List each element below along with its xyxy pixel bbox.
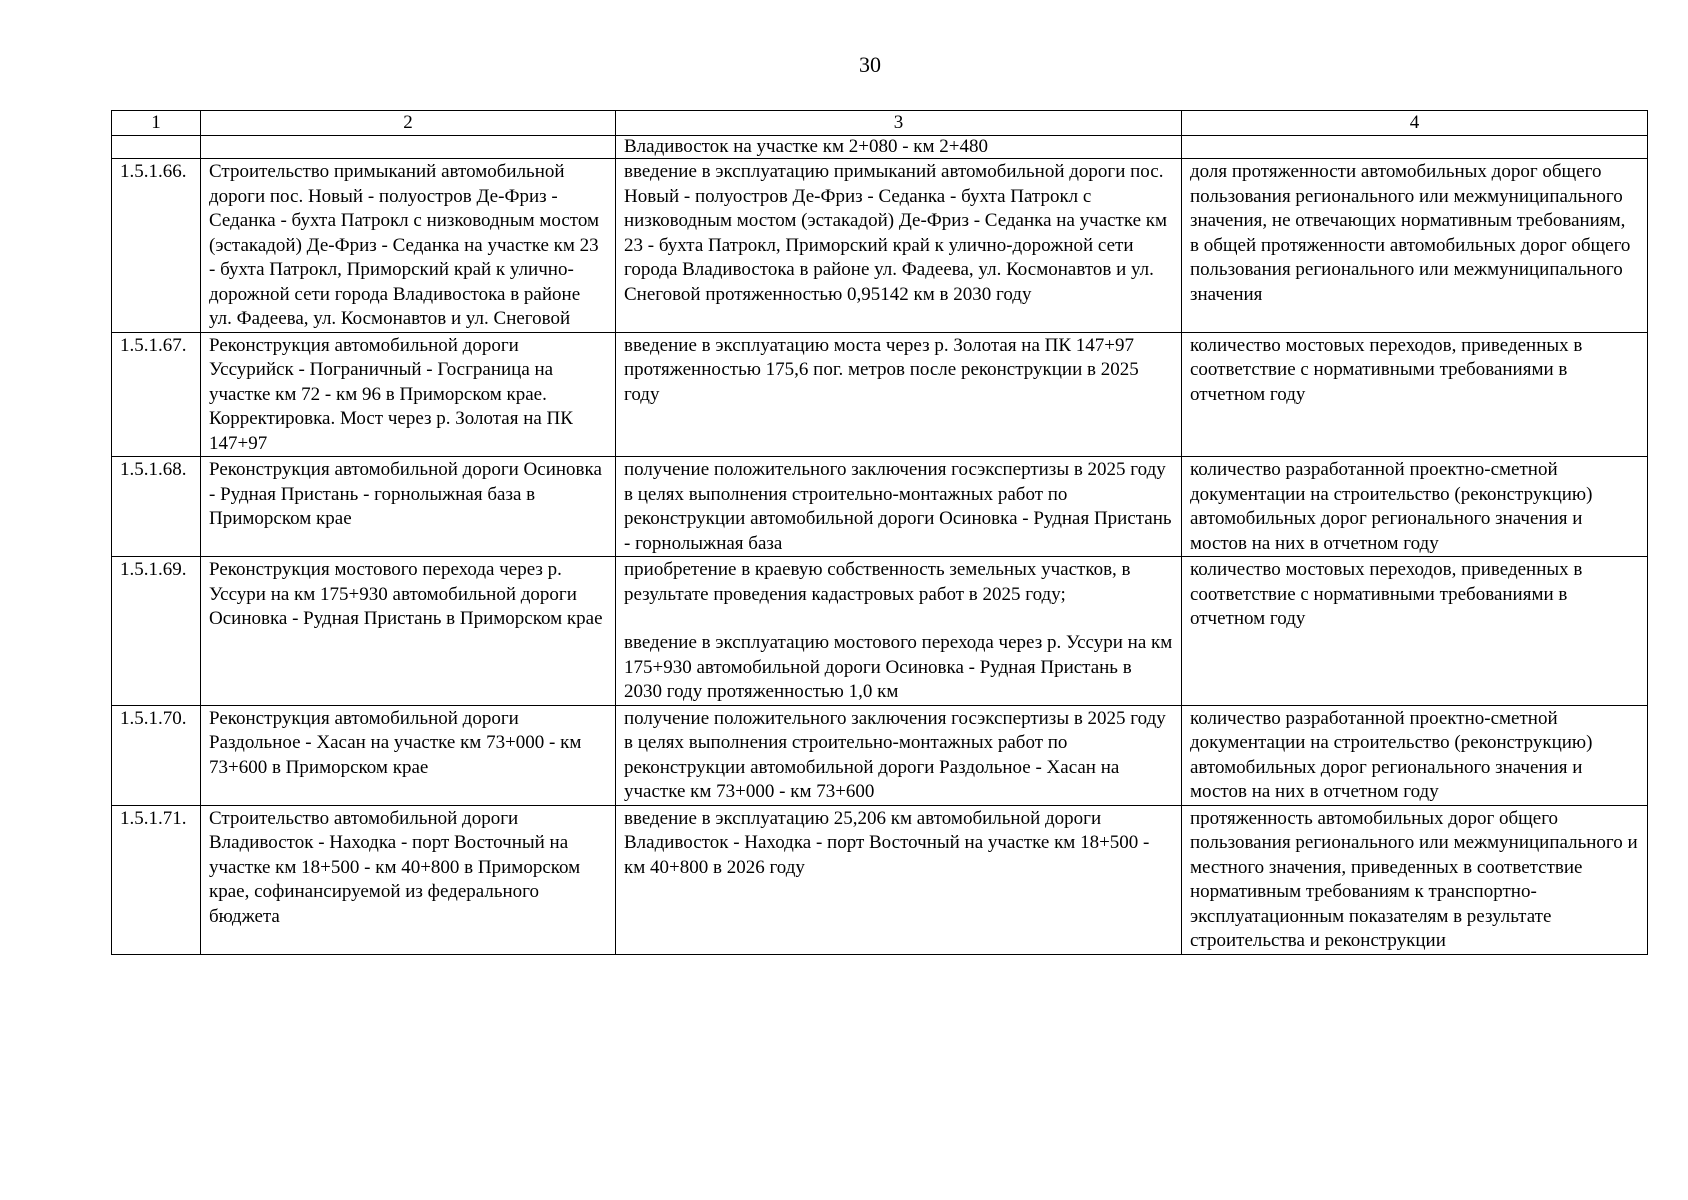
table-row	[112, 805, 1648, 954]
item-name: Реконструкция автомобильной дороги Раздольное - Хасан на участке км 73+000 - км 73+600 в Приморском крае	[201, 705, 616, 805]
continuation-col-3: Владивосток на участке км 2+080 - км 2+480	[616, 136, 1182, 159]
continuation-col-2	[201, 136, 616, 159]
item-indicator: количество разработанной проектно-сметной документации на строительство (реконструкцию) автомобильных дорог регионального значения и мостов на них в отчетном году	[1182, 457, 1648, 557]
header-col-2: 2	[201, 111, 616, 136]
item-name: Строительство автомобильной дороги Владивосток - Находка - порт Восточный на участке км 18+500 - км 40+800 в Приморском крае, софинансируемой из федерального бюджета	[201, 805, 616, 954]
table-row	[112, 159, 1648, 333]
continuation-col-4	[1182, 136, 1648, 159]
item-result	[616, 332, 1182, 457]
item-indicator: количество мостовых переходов, приведенных в соответствие с нормативными требованиями в отчетном году	[1182, 557, 1648, 706]
result-paragraph: введение в эксплуатацию примыканий автомобильной дороги пос. Новый - полуостров Де-Фриз - Седанка - бухта Патрокл с низководным мостом (эстакадой) Де-Фриз - Седанка на участке км 23 - бухта Патрокл, Приморский край к улично-дорожной сети города Владивостока в районе ул. Фадеева, ул. Космонавтов и ул. Снеговой протяженностью 0,95142 км в 2030 году	[624, 161, 1168, 305]
result-paragraph: введение в эксплуатацию моста через р. Золотая на ПК 147+97 протяженностью 175,6 пог. метров после реконструкции в 2025 году	[624, 334, 1139, 405]
item-name: Реконструкция автомобильной дороги Уссурийск - Пограничный - Госграница на участке км 72 - км 96 в Приморском крае. Корректировка. Мост через р. Золотая на ПК 147+97	[201, 332, 616, 457]
result-paragraph: введение в эксплуатацию 25,206 км автомобильной дороги Владивосток - Находка - порт Восточный на участке км 18+500 - км 40+800 в 2026 году	[624, 807, 1150, 878]
result-paragraph: приобретение в краевую собственность земельных участков, в результате проведения кадастровых работ в 2025 году;	[624, 559, 1131, 605]
table-row	[112, 557, 1648, 706]
item-number: 1.5.1.66.	[112, 159, 201, 333]
paragraph-gap	[624, 607, 1173, 631]
item-result	[616, 705, 1182, 805]
header-col-4: 4	[1182, 111, 1648, 136]
item-indicator: количество мостовых переходов, приведенных в соответствие с нормативными требованиями в отчетном году	[1182, 332, 1648, 457]
header-col-3: 3	[616, 111, 1182, 136]
table-row	[112, 457, 1648, 557]
table-row	[112, 332, 1648, 457]
item-number: 1.5.1.70.	[112, 705, 201, 805]
item-number: 1.5.1.69.	[112, 557, 201, 706]
item-number: 1.5.1.71.	[112, 805, 201, 954]
result-paragraph: получение положительного заключения госэкспертизы в 2025 году в целях выполнения строительно-монтажных работ по реконструкции автомобильной дороги Раздольное - Хасан на участке км 73+000 - км 73+600	[624, 707, 1166, 802]
continuation-row	[112, 136, 1648, 159]
continuation-col-1	[112, 136, 201, 159]
item-result	[616, 457, 1182, 557]
header-col-1: 1	[112, 111, 201, 136]
header-row	[112, 111, 1648, 136]
result-paragraph: введение в эксплуатацию мостового перехода через р. Уссури на км 175+930 автомобильной дороги Осиновка - Рудная Пристань в 2030 году протяженностью 1,0 км	[624, 632, 1173, 702]
page-number: 30	[859, 52, 881, 77]
measures-table	[111, 110, 1648, 955]
item-number: 1.5.1.67.	[112, 332, 201, 457]
item-name: Строительство примыканий автомобильной дороги пос. Новый - полуостров Де-Фриз - Седанка - бухта Патрокл с низководным мостом (эстакадой) Де-Фриз - Седанка на участке км 23 - бухта Патрокл, Приморский край к улично-дорожной сети города Владивостока в районе ул. Фадеева, ул. Космонавтов и ул. Снеговой	[201, 159, 616, 333]
item-result	[616, 805, 1182, 954]
item-indicator: протяженность автомобильных дорог общего пользования регионального или межмуниципального и местного значения, приведенных в соответствие нормативным требованиям к транспортно-эксплуатационным показателям в результате строительства и реконструкции	[1182, 805, 1648, 954]
item-name: Реконструкция автомобильной дороги Осиновка - Рудная Пристань - горнолыжная база в Приморском крае	[201, 457, 616, 557]
item-number: 1.5.1.68.	[112, 457, 201, 557]
table-row	[112, 705, 1648, 805]
result-paragraph: получение положительного заключения госэкспертизы в 2025 году в целях выполнения строительно-монтажных работ по реконструкции автомобильной дороги Осиновка - Рудная Пристань - горнолыжная база	[624, 459, 1172, 554]
item-indicator: количество разработанной проектно-сметной документации на строительство (реконструкцию) автомобильных дорог регионального значения и мостов на них в отчетном году	[1182, 705, 1648, 805]
item-result	[616, 159, 1182, 333]
item-result	[616, 557, 1182, 706]
item-name: Реконструкция мостового перехода через р. Уссури на км 175+930 автомобильной дороги Осиновка - Рудная Пристань в Приморском крае	[201, 557, 616, 706]
item-indicator: доля протяженности автомобильных дорог общего пользования регионального или межмуниципального значения, не отвечающих нормативным требованиям, в общей протяженности автомобильных дорог общего пользования регионального или межмуниципального значения	[1182, 159, 1648, 333]
